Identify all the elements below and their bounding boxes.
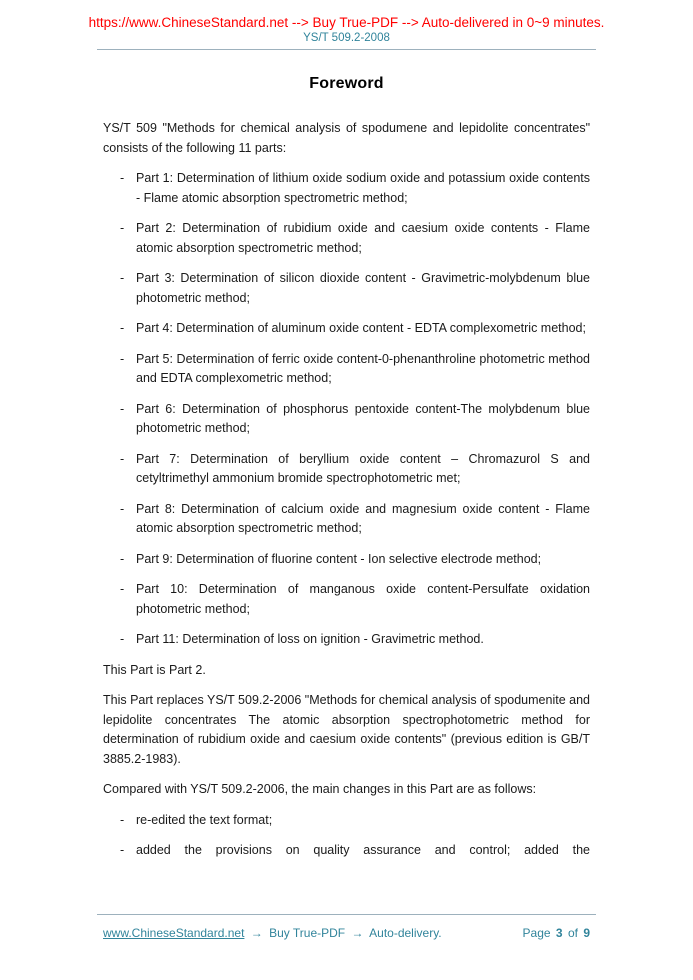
promo-link[interactable]: https://www.ChineseStandard.net --> Buy True-PDF --> Auto-delivered in 0~9 minutes. — [88, 15, 605, 30]
list-bullet: - — [120, 221, 125, 235]
parts-list-item-text: Part 1: Determination of lithium oxide sodium oxide and potassium oxide contents - Flame atomic absorption spectrometric method; — [136, 171, 590, 205]
footer-buy-text: Buy True-PDF — [269, 926, 346, 940]
parts-list-item — [103, 319, 590, 339]
parts-list-item — [103, 550, 590, 570]
list-bullet: - — [120, 501, 125, 516]
header-divider — [97, 49, 596, 50]
foreword-title: Foreword — [309, 75, 384, 92]
change-item-text: added the provisions on quality assurance and control; added the — [136, 843, 590, 857]
promo-banner — [0, 0, 693, 30]
standard-code: YS/T 509.2-2008 — [303, 32, 390, 44]
page-indicator — [521, 926, 590, 940]
parts-list-item-text: Part 4: Determination of aluminum oxide content - EDTA complexometric method; — [136, 321, 586, 335]
parts-list-item — [103, 450, 590, 489]
list-bullet: - — [120, 271, 125, 285]
page-current: 3 — [555, 926, 563, 940]
footer-divider — [97, 914, 596, 915]
page-label: Page — [522, 926, 551, 940]
parts-list — [103, 169, 590, 650]
list-bullet: - — [120, 401, 125, 416]
parts-list-item — [103, 400, 590, 439]
list-bullet: - — [120, 451, 125, 466]
change-item-text: re-edited the text format; — [136, 812, 273, 827]
list-bullet: - — [120, 321, 125, 335]
footer-delivery-text: Auto-delivery. — [369, 926, 442, 940]
parts-list-item — [103, 169, 590, 208]
parts-list-item — [103, 500, 590, 539]
parts-list-item-text: Part 11: Determination of loss on ignition - Gravimetric method. — [136, 632, 484, 646]
parts-list-item-text: Part 10: Determination of manganous oxide content-Persulfate oxidation photometric method; — [136, 582, 590, 616]
parts-list-item-text: Part 9: Determination of fluorine content - Ion selective electrode method; — [136, 551, 542, 566]
change-list-item — [103, 811, 590, 831]
compared-paragraph: Compared with YS/T 509.2-2006, the main changes in this Part are as follows: — [103, 782, 537, 796]
parts-list-item — [103, 219, 590, 258]
footer-site-link[interactable]: www.ChineseStandard.net — [103, 926, 245, 940]
intro-paragraph: YS/T 509 "Methods for chemical analysis of spodumene and lepidolite concentrates" consists of the following 11 parts: — [103, 121, 590, 155]
list-bullet: - — [120, 351, 125, 366]
parts-list-item — [103, 580, 590, 619]
list-bullet: - — [120, 582, 125, 596]
page-of-label: of — [567, 926, 578, 940]
arrow-icon: → — [351, 926, 364, 940]
change-list-item — [103, 841, 590, 861]
list-bullet: - — [120, 171, 125, 185]
parts-list-item-text: Part 7: Determination of beryllium oxide content – Chromazurol S and cetyltrimethyl ammonium bromide spectrophotometric met; — [136, 451, 590, 485]
parts-list-item-text: Part 5: Determination of ferric oxide content-0-phenanthroline photometric method and EDTA complexometric method; — [136, 351, 590, 385]
doc-header — [0, 0, 693, 50]
replaces-paragraph: This Part replaces YS/T 509.2-2006 "Methods for chemical analysis of spodumenite and lepidolite concentrates The atomic absorption spectrophotometric method for determination of rubidium oxide and caesium oxide contents" (previous edition is GB/T 3885.2-1983). — [103, 693, 590, 766]
parts-list-item-text: Part 8: Determination of calcium oxide and magnesium oxide content - Flame atomic absorption spectrometric method; — [136, 501, 590, 535]
footer-links — [103, 926, 444, 940]
this-part-paragraph: This Part is Part 2. — [103, 662, 206, 677]
parts-list-item — [103, 269, 590, 308]
document-body — [103, 75, 590, 861]
list-bullet: - — [120, 843, 125, 857]
page-total: 9 — [583, 926, 590, 940]
parts-list-item — [103, 350, 590, 389]
list-bullet: - — [120, 632, 125, 646]
doc-footer — [0, 914, 693, 980]
parts-list-item-text: Part 6: Determination of phosphorus pentoxide content-The molybdenum blue photometric method; — [136, 401, 590, 435]
arrow-icon: → — [250, 926, 263, 940]
parts-list-item-text: Part 3: Determination of silicon dioxide content - Gravimetric-molybdenum blue photometric method; — [136, 271, 590, 305]
parts-list-item-text: Part 2: Determination of rubidium oxide and caesium oxide contents - Flame atomic absorption spectrometric method; — [136, 221, 590, 255]
list-bullet: - — [120, 551, 125, 566]
list-bullet: - — [120, 812, 125, 827]
parts-list-item — [103, 630, 590, 650]
